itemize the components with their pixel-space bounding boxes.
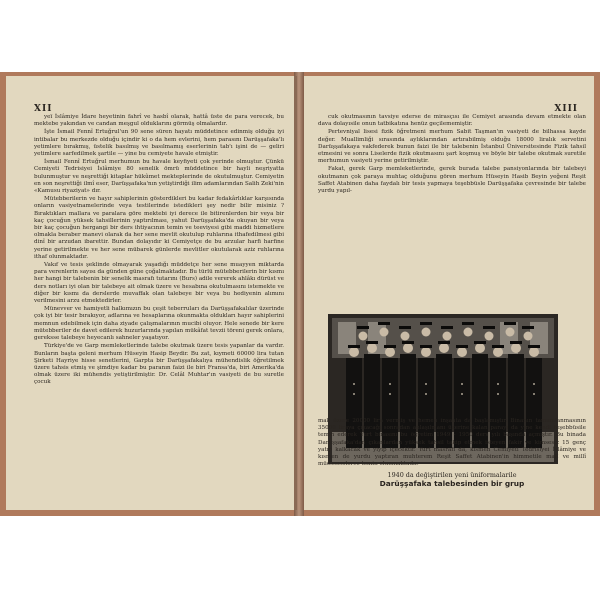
paragraph: Münevver ve hamiyetli halkımızın bu çeşit teberruları da Darüşşafakalılar üzerinde çok iyi bir tesir bırakıyor, adlarına ve hesaplarına okunmakta oldukları hayır sahiplerini memnun edebilmek için daha ziyade çalışmalarının mucibi oluyor. Hele senede bir kere mütebberiler de davet edilerek huzurlarında yapılan mükâfat tevzii töreni gerek onlara, gereksse talebeye heyecanlı sahneler yaşatıyor. xyxy=(34,306,284,342)
left-page-text xyxy=(34,114,284,388)
caption-line-2: Darüşşafaka talebesinden bir grup xyxy=(379,479,525,488)
right-page-top-text xyxy=(318,114,586,196)
paragraph: Türkiye'de ve Garp memleketlerinde talebe okutmak üzere tesis yapanlar da vardır. Bunların başta geleni merhum Hüseyin Hasip Beydir. Bu zat, kıymeti 60000 lira tutan Şirketi Hayriye hisse senetlerini, Garpta bir Darüşşafakalıya mühendislik öğretilmek üzere tahsis etmiş ve şimdiye kadar bu paranın faizi ile biri Fransa'da, biri Amerika'da olmak üzere iki mühendis yetiştirilmiştir. Dr. Celâl Muhtar'ın vasiyeti de bu suretle çocuk xyxy=(34,343,284,386)
left-page xyxy=(6,76,297,510)
paragraph: mak üzere 20000 lira vermiş ve hemen inşaata da başlamıştır. Binanın tamamlanmasının 35000 liraya çıkacağı sonradan anlaşılmanı üzerine kalan parayı da yine kendi teşebbüsile temin ederek Yurt binasını bu öğretim 1949 - 1950 ders yılı başında açmıştır. Bu binada Darüşşafaka'dan çıkanlardan yüksek tahsil takip etmek isteyen fakir ve kimsesiz 15 genç yatıp kalkacak ve yiyip içecektir. Yurt masrafı da, kısmen Cemiyeti Tedrisiyei İslâmiye ve kısmen de yurdu yaptıran muhterem Reşit Saffet Atabinen'in himmetile malî ve millî müessese​lerce temin olunmaktadır. xyxy=(318,418,586,468)
right-page xyxy=(304,76,594,510)
paragraph: Fakat, gerek Garp memleketlerinde, gerek burada talebe pansiyonlarında bir talebeyi okutmanın çok paraya muhtaç olduğunu gören merhum Hüseyin Hasib Beyin yeğeni Reşit Saffet Atabinen daha faydalı bir tesis yapmaya teşebbüsle Darüşşafaka çevresinde bir talebe yurdu yapıl- xyxy=(318,166,586,195)
paragraph: İsmail Fennî Ertuğrul merhumun bu havale keyfiyeti çok yerinde olmuştur. Çünkü Cemiyeti Tedrisiyei İslâmiye 80 senelik ömrü müddetince bir hayli neşriyatta bulunmuştur ve neşrettiği kitaplar hükûmet mekteplerinde de okutulmuştur. Cemiyetin en son neşrettiği ilmî eser, Darüşşafaka'nın yetiştirdiği ilim adamlarından Salih Zeki'nin «Kamusu riyaziyat» dır. xyxy=(34,159,284,195)
photo-caption xyxy=(318,471,586,488)
paragraph: cuk okutmasının tavsiye ederse de mirasçısı ile Cemiyet arasında devam etmekte olan dava dolayısile onun tatbikatına henüz geçilememiştir. xyxy=(318,114,586,128)
caption-line-1: 1940 da değiştirilen yeni üniformalarile xyxy=(387,471,517,479)
page-number: XIII xyxy=(554,104,578,114)
paragraph: Pertevniyal lisesi fizik öğretmeni merhum Sabit Taşman'ın vasiyeti de bilhassa kayde değer. Muallimliği sırasında aylıklarından artırabilmiş olduğu 18000 liralık servetini Darüşşafakaya vakfederek bunun faizi ile bir talebenin İstanbul Üniversitesinde Fizik tahsil etmesini ve sonra Liselerde fizik okutmasını şart koşmuş ve böyle bir talebe okutmak suretile merhumun vasiyeti yerine getirilmiştir. xyxy=(318,129,586,165)
paragraph: Vakıf ve tesis şeklinde olmayarak yaşadığı müddetçe her sene muayyen miktarda para verenlerin sayısı da günden güne çoğalmaktadır. Bu türlü mütebberilerin bir kısmı her hangi bir talebenin bir senelik masrafı tutarını (Burs) adile vererek ahlâkı dürüst ve ders notları iyi olan bir talebeye ait olmak üzere ve hesabına okutulmasını istemekte ve diğer bir kısmı da derslerde muvaffak olan talebeye bir veya bu hediyenin alımını verilmesini arzu etmektedirler. xyxy=(34,262,284,305)
paragraph: yeï İslâmiye İdare heyetinin fahrî ve hasbî olarak, hattâ üste de para verecek, bu mektebe yakından ve candan meşgul olduklarını görmüş olmalardır. xyxy=(34,114,284,128)
page-number: XII xyxy=(34,104,53,114)
paragraph: Mütebberilerin ve hayır sahiplerinin gösterdikleri bu kadar fedakârlıklar karşısında onların vasiyetnamelerinde veya testilerinde istedikleri şey nedir bilir misiniz ? Bıraktıkları mallara ve paralara göre mektebi iyi derece ile bitirenlerden bir veya bir kaç çocuğun yüksek tahsillerinin yaptırılması, yahut Darüşşafaka'da okuyan bir veya bir kaç çocuğun hergangi bir ders ihtiyacının temin ve teeviyesi gibi maddi hizmetlere olmakla beraber manevi olarak da her sene mevlit okutulup ruhlarına ithafedilmesi gibi dinî bir arzudan ibarettir. Bundan dolayıdır ki Cemiyetçe de bu arzular harfi harfine yerine getirilmekte ve her sene mübarek günlerde mevlitler okutularak aziz ruhlarına ithaf olunmaktadır. xyxy=(34,196,284,260)
paragraph: İşte İsmail Fennî Ertuğrul'un 90 sene süren hayatı müddetince edinmiş olduğu iyi intibalar bu merkezde olduğu içindir ki o da hem evlerini, hem parasını Darüşşafaka'lı yetimlere bırakmış, üstelik basılmış ve basılmamış eserlerinin tab'ı işini de — geliri yetimlere sarfedilmek şartile — yine bu cemiyete havale etmiştir. xyxy=(34,129,284,158)
right-page-bottom-text xyxy=(318,418,586,469)
